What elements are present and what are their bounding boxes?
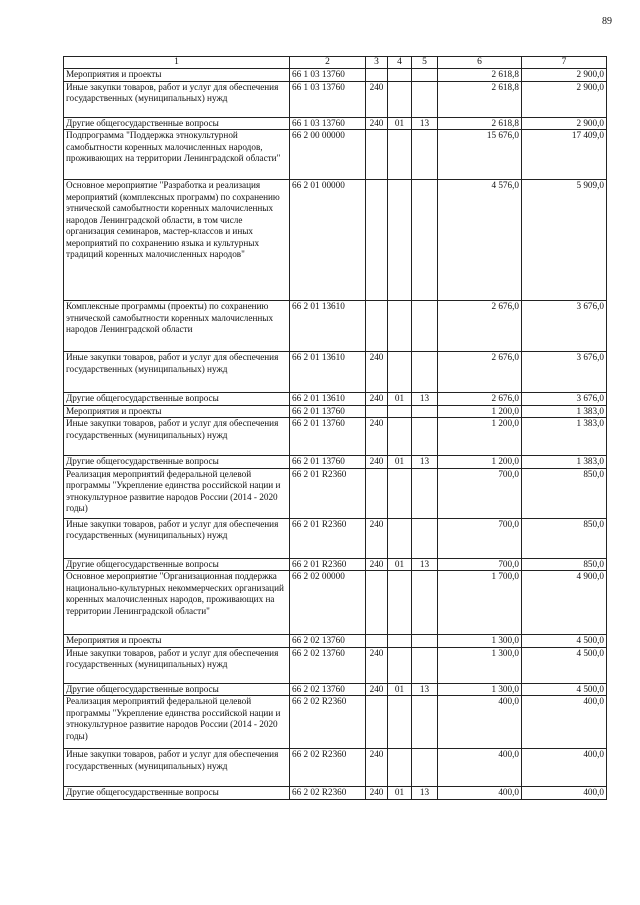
column-header: 1: [64, 57, 290, 69]
table-row: [64, 352, 607, 393]
row-section-cell: [388, 405, 412, 418]
table-row: [64, 117, 607, 130]
row-expense-type-cell: 240: [366, 456, 388, 469]
row-section-cell: [388, 81, 412, 117]
row-subsection-cell: [412, 180, 438, 301]
row-name-cell: Реализация мероприятий федеральной целевой программы "Укрепление единства российской нации и этнокультурное развитие народов России (2014 - 2020 годы): [64, 696, 290, 749]
row-subsection-cell: [412, 468, 438, 518]
row-subsection-cell: [412, 301, 438, 352]
row-expense-type-cell: [366, 405, 388, 418]
table-row: [64, 180, 607, 301]
row-name-cell: Мероприятия и проекты: [64, 635, 290, 648]
table-row: [64, 456, 607, 469]
table-body: [64, 69, 607, 800]
row-name-cell: Другие общегосударственные вопросы: [64, 787, 290, 800]
row-name-cell: Иные закупки товаров, работ и услуг для обеспечения государственных (муниципальных) нужд: [64, 418, 290, 456]
row-name-cell: Другие общегосударственные вопросы: [64, 393, 290, 406]
row-name-cell: Иные закупки товаров, работ и услуг для обеспечения государственных (муниципальных) нужд: [64, 518, 290, 558]
table-row: [64, 635, 607, 648]
row-subsection-cell: [412, 130, 438, 180]
row-expense-type-cell: 240: [366, 647, 388, 683]
row-name-cell: Иные закупки товаров, работ и услуг для обеспечения государственных (муниципальных) нужд: [64, 647, 290, 683]
row-expense-type-cell: [366, 130, 388, 180]
row-amount-year2-cell: 3 676,0: [522, 301, 607, 352]
row-subsection-cell: [412, 352, 438, 393]
row-amount-year1-cell: 700,0: [438, 518, 522, 558]
row-expense-type-cell: [366, 180, 388, 301]
row-code-cell: 66 2 01 13610: [290, 352, 366, 393]
row-section-cell: [388, 696, 412, 749]
row-amount-year2-cell: 400,0: [522, 787, 607, 800]
row-code-cell: 66 2 00 00000: [290, 130, 366, 180]
row-section-cell: [388, 468, 412, 518]
row-expense-type-cell: 240: [366, 352, 388, 393]
row-amount-year2-cell: 4 500,0: [522, 635, 607, 648]
table-row: [64, 130, 607, 180]
row-amount-year1-cell: 1 200,0: [438, 405, 522, 418]
row-section-cell: [388, 749, 412, 787]
row-name-cell: Подпрограмма "Поддержка этнокультурной самобытности коренных малочисленных народов, проживающих на территории Ленинградской области": [64, 130, 290, 180]
row-amount-year1-cell: 700,0: [438, 468, 522, 518]
row-expense-type-cell: 240: [366, 558, 388, 571]
row-code-cell: 66 2 02 13760: [290, 647, 366, 683]
row-code-cell: 66 2 01 13610: [290, 393, 366, 406]
table-row: [64, 558, 607, 571]
row-amount-year2-cell: 17 409,0: [522, 130, 607, 180]
row-section-cell: [388, 69, 412, 82]
row-amount-year1-cell: 400,0: [438, 696, 522, 749]
row-section-cell: [388, 518, 412, 558]
row-amount-year2-cell: 1 383,0: [522, 456, 607, 469]
row-subsection-cell: [412, 69, 438, 82]
row-amount-year1-cell: 2 676,0: [438, 352, 522, 393]
table-row: [64, 405, 607, 418]
row-code-cell: 66 2 01 13760: [290, 418, 366, 456]
table-row: [64, 696, 607, 749]
table-row: [64, 81, 607, 117]
column-header: 7: [522, 57, 607, 69]
row-amount-year1-cell: 1 200,0: [438, 456, 522, 469]
table-row: [64, 468, 607, 518]
row-code-cell: 66 2 02 R2360: [290, 696, 366, 749]
row-section-cell: [388, 352, 412, 393]
row-amount-year1-cell: 400,0: [438, 787, 522, 800]
table-header-row: [64, 57, 607, 69]
row-expense-type-cell: 240: [366, 418, 388, 456]
row-name-cell: Другие общегосударственные вопросы: [64, 117, 290, 130]
row-code-cell: 66 2 02 R2360: [290, 749, 366, 787]
row-subsection-cell: [412, 635, 438, 648]
row-subsection-cell: [412, 418, 438, 456]
row-amount-year2-cell: 5 909,0: [522, 180, 607, 301]
row-name-cell: Иные закупки товаров, работ и услуг для обеспечения государственных (муниципальных) нужд: [64, 352, 290, 393]
row-amount-year1-cell: 15 676,0: [438, 130, 522, 180]
page-number: 89: [602, 16, 612, 27]
row-section-cell: 01: [388, 393, 412, 406]
row-section-cell: [388, 130, 412, 180]
row-expense-type-cell: [366, 69, 388, 82]
row-amount-year1-cell: 1 700,0: [438, 571, 522, 635]
table-row: [64, 787, 607, 800]
row-expense-type-cell: [366, 635, 388, 648]
row-name-cell: Основное мероприятие "Разработка и реализация мероприятий (комплексных программ) по сохранению этнической самобытности коренных малочисленных народов Ленинградской области, в том числе организация семинаров, мастер-классов и иных мероприятий по сохранению языка и культурных традиций коренных малочисленных народов": [64, 180, 290, 301]
row-expense-type-cell: 240: [366, 393, 388, 406]
row-amount-year1-cell: 400,0: [438, 749, 522, 787]
row-section-cell: 01: [388, 683, 412, 696]
row-code-cell: 66 1 03 13760: [290, 69, 366, 82]
table-row: [64, 683, 607, 696]
table-row: [64, 518, 607, 558]
row-amount-year1-cell: 1 300,0: [438, 635, 522, 648]
row-amount-year2-cell: 850,0: [522, 558, 607, 571]
row-amount-year2-cell: 4 500,0: [522, 683, 607, 696]
table-row: [64, 301, 607, 352]
row-subsection-cell: 13: [412, 117, 438, 130]
column-header: 4: [388, 57, 412, 69]
row-code-cell: 66 1 03 13760: [290, 81, 366, 117]
table-row: [64, 418, 607, 456]
row-code-cell: 66 2 02 R2360: [290, 787, 366, 800]
row-expense-type-cell: 240: [366, 81, 388, 117]
row-expense-type-cell: 240: [366, 117, 388, 130]
row-name-cell: Другие общегосударственные вопросы: [64, 558, 290, 571]
row-amount-year1-cell: 1 200,0: [438, 418, 522, 456]
table-row: [64, 69, 607, 82]
row-amount-year2-cell: 1 383,0: [522, 405, 607, 418]
row-expense-type-cell: [366, 468, 388, 518]
row-code-cell: 66 2 01 R2360: [290, 468, 366, 518]
row-section-cell: [388, 418, 412, 456]
row-expense-type-cell: [366, 301, 388, 352]
row-amount-year1-cell: 700,0: [438, 558, 522, 571]
row-code-cell: 66 2 02 13760: [290, 683, 366, 696]
row-amount-year2-cell: 400,0: [522, 696, 607, 749]
row-subsection-cell: [412, 571, 438, 635]
row-section-cell: 01: [388, 117, 412, 130]
row-expense-type-cell: 240: [366, 787, 388, 800]
row-code-cell: 66 2 01 R2360: [290, 518, 366, 558]
column-header: 3: [366, 57, 388, 69]
row-name-cell: Комплексные программы (проекты) по сохранению этнической самобытности коренных малочисленных народов Ленинградской области: [64, 301, 290, 352]
row-subsection-cell: 13: [412, 558, 438, 571]
row-subsection-cell: [412, 81, 438, 117]
table-row: [64, 571, 607, 635]
row-subsection-cell: [412, 696, 438, 749]
row-code-cell: 66 1 03 13760: [290, 117, 366, 130]
row-name-cell: Иные закупки товаров, работ и услуг для обеспечения государственных (муниципальных) нужд: [64, 749, 290, 787]
column-header: 6: [438, 57, 522, 69]
row-amount-year2-cell: 2 900,0: [522, 117, 607, 130]
column-header: 5: [412, 57, 438, 69]
row-amount-year2-cell: 400,0: [522, 749, 607, 787]
row-name-cell: Мероприятия и проекты: [64, 69, 290, 82]
row-expense-type-cell: 240: [366, 749, 388, 787]
row-amount-year2-cell: 1 383,0: [522, 418, 607, 456]
row-code-cell: 66 2 01 13760: [290, 456, 366, 469]
row-amount-year2-cell: 4 500,0: [522, 647, 607, 683]
row-amount-year2-cell: 850,0: [522, 468, 607, 518]
table-row: [64, 749, 607, 787]
row-subsection-cell: 13: [412, 683, 438, 696]
budget-table: [63, 56, 607, 800]
row-amount-year1-cell: 2 618,8: [438, 69, 522, 82]
row-code-cell: 66 2 01 00000: [290, 180, 366, 301]
row-amount-year2-cell: 3 676,0: [522, 393, 607, 406]
row-name-cell: Основное мероприятие "Организационная поддержка национально-культурных некоммерческих организаций коренных малочисленных народов, проживающих на территории Ленинградской области": [64, 571, 290, 635]
row-section-cell: [388, 635, 412, 648]
row-subsection-cell: [412, 647, 438, 683]
row-amount-year1-cell: 2 618,8: [438, 81, 522, 117]
row-section-cell: [388, 301, 412, 352]
row-section-cell: 01: [388, 456, 412, 469]
row-amount-year2-cell: 2 900,0: [522, 69, 607, 82]
row-code-cell: 66 2 02 13760: [290, 635, 366, 648]
row-name-cell: Другие общегосударственные вопросы: [64, 683, 290, 696]
row-amount-year1-cell: 4 576,0: [438, 180, 522, 301]
row-code-cell: 66 2 01 13610: [290, 301, 366, 352]
row-name-cell: Мероприятия и проекты: [64, 405, 290, 418]
row-subsection-cell: [412, 749, 438, 787]
column-header: 2: [290, 57, 366, 69]
row-name-cell: Реализация мероприятий федеральной целевой программы "Укрепление единства российской нации и этнокультурное развитие народов России (2014 - 2020 годы): [64, 468, 290, 518]
row-amount-year1-cell: 2 676,0: [438, 393, 522, 406]
row-amount-year1-cell: 1 300,0: [438, 683, 522, 696]
table-row: [64, 393, 607, 406]
row-amount-year2-cell: 2 900,0: [522, 81, 607, 117]
row-amount-year1-cell: 1 300,0: [438, 647, 522, 683]
row-amount-year1-cell: 2 618,8: [438, 117, 522, 130]
row-amount-year2-cell: 4 900,0: [522, 571, 607, 635]
row-expense-type-cell: 240: [366, 518, 388, 558]
row-section-cell: 01: [388, 787, 412, 800]
row-name-cell: Иные закупки товаров, работ и услуг для обеспечения государственных (муниципальных) нужд: [64, 81, 290, 117]
row-expense-type-cell: [366, 696, 388, 749]
row-subsection-cell: 13: [412, 393, 438, 406]
row-code-cell: 66 2 01 13760: [290, 405, 366, 418]
row-section-cell: [388, 647, 412, 683]
row-subsection-cell: [412, 405, 438, 418]
row-amount-year2-cell: 850,0: [522, 518, 607, 558]
row-code-cell: 66 2 02 00000: [290, 571, 366, 635]
row-section-cell: [388, 180, 412, 301]
table-row: [64, 647, 607, 683]
row-section-cell: 01: [388, 558, 412, 571]
row-subsection-cell: 13: [412, 456, 438, 469]
row-section-cell: [388, 571, 412, 635]
row-expense-type-cell: [366, 571, 388, 635]
row-subsection-cell: [412, 518, 438, 558]
row-subsection-cell: 13: [412, 787, 438, 800]
row-code-cell: 66 2 01 R2360: [290, 558, 366, 571]
row-name-cell: Другие общегосударственные вопросы: [64, 456, 290, 469]
row-amount-year2-cell: 3 676,0: [522, 352, 607, 393]
row-amount-year1-cell: 2 676,0: [438, 301, 522, 352]
row-expense-type-cell: 240: [366, 683, 388, 696]
